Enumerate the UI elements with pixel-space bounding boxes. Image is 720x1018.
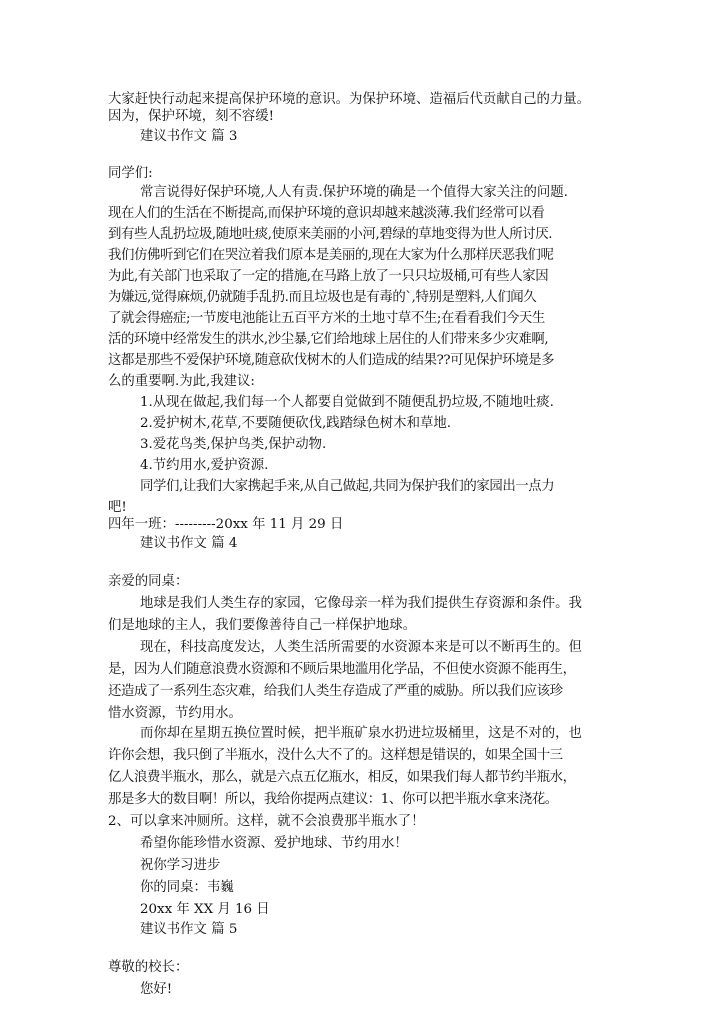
paragraph-line: 我们仿佛听到它们在哭泣着我们原本是美丽的,现在大家为什么那样厌恶我们呢 bbox=[108, 248, 554, 263]
greeting: 同学们: bbox=[108, 166, 153, 181]
paragraph-line: 同学们,让我们大家携起手来,从自己做起,共同为保护我们的家园出一点力 bbox=[140, 479, 555, 494]
signature-line: 你的同桌：韦巍 bbox=[140, 880, 234, 895]
paragraph-line: 常言说得好保护环境,人人有责.保护环境的确是一个值得大家关注的问题. bbox=[140, 185, 568, 200]
paragraph-line: 了就会得癌症;一节废电池能让五百平方米的土地寸草不生;在看看我们今天生 bbox=[108, 311, 545, 326]
paragraph-line: 还造成了一系列生态灾难，给我们人类生存造成了严重的威胁。所以我们应该珍 bbox=[108, 684, 563, 699]
paragraph-line: 那是多大的数目啊！所以，我给你提两点建议：1、你可以把半瓶水拿来浇花。 bbox=[108, 792, 558, 807]
paragraph-line: 地球是我们人类生存的家园，它像母亲一样为我们提供生存资源和条件。我 bbox=[140, 596, 582, 611]
paragraph-line: 这都是那些不爱保护环境,随意砍伐树木的人们造成的结果??可见保护环境是多 bbox=[108, 353, 555, 368]
paragraph-line: 许你会想，我只倒了半瓶水，没什么大不了的。这样想是错误的，如果全国十三 bbox=[108, 748, 563, 763]
paragraph-line: 是，因为人们随意浪费水资源和不顾后果地滥用化学品，不但使水资源不能再生， bbox=[108, 662, 576, 677]
paragraph-line: 亿人浪费半瓶水，那么，就是六点五亿瓶水，相反，如果我们每人都节约半瓶水， bbox=[108, 770, 576, 785]
list-item: 1.从现在做起,我们每一个人都要自觉做到不随便乱扔垃圾,不随地吐痰. bbox=[140, 395, 554, 410]
paragraph-line: 您好! bbox=[140, 982, 173, 997]
date-line: 20xx 年 XX 月 16 日 bbox=[140, 902, 270, 917]
paragraph-line: 而你却在星期五换位置时候，把半瓶矿泉水扔进垃圾桶里，这是不对的，也 bbox=[140, 726, 582, 741]
paragraph-line: 希望你能珍惜水资源、爱护地球、节约用水！ bbox=[140, 836, 408, 851]
paragraph-line: 大家赶快行动起来提高保护环境的意识。为保护环境、造福后代贡献自己的力量。 bbox=[108, 92, 591, 107]
section-heading-4: 建议书作文 篇 4 bbox=[140, 536, 238, 551]
paragraph-line: 为此,有关部门也采取了一定的措施,在马路上放了一只只垃圾桶,可有些人家因 bbox=[108, 269, 549, 284]
list-item: 4.节约用水,爱护资源. bbox=[140, 458, 269, 473]
paragraph-line: 活的环境中经常发生的洪水,沙尘暴,它们给地球上居住的人们带来多少灾难啊, bbox=[108, 332, 549, 347]
greeting: 亲爱的同桌： bbox=[108, 574, 189, 589]
section-heading-3: 建议书作文 篇 3 bbox=[140, 129, 238, 144]
signature-line: 四年一班：---------20xx 年 11 月 29 日 bbox=[108, 517, 344, 532]
paragraph-line: 为嫌远,觉得麻烦,仍就随手乱扔.而且垃圾也是有毒的`,特别是塑料,人们闻久 bbox=[108, 290, 537, 305]
paragraph-line: 惜水资源，节约用水。 bbox=[108, 706, 242, 721]
paragraph-line: 现在，科技高度发达，人类生活所需要的水资源本来是可以不断再生的。但 bbox=[140, 640, 582, 655]
paragraph-line: 们是地球的主人，我们要像善待自己一样保护地球。 bbox=[108, 618, 416, 633]
paragraph-line: 因为，保护环境，刻不容缓! bbox=[108, 109, 275, 124]
paragraph-line: 现在人们的生活在不断提高,而保护环境的意识却越来越淡薄.我们经常可以看 bbox=[108, 206, 545, 221]
paragraph-line: 么的重要啊.为此,我建议: bbox=[108, 374, 255, 389]
list-item: 3.爱花鸟类,保护鸟类,保护动物. bbox=[140, 437, 327, 452]
greeting: 尊敬的校长： bbox=[108, 960, 189, 975]
paragraph-line: 到有些人乱扔垃圾,随地吐痰,使原来美丽的小河,碧绿的草地变得为世人所讨厌. bbox=[108, 227, 553, 242]
paragraph-line: 吧! bbox=[108, 500, 127, 515]
closing-line: 祝你学习进步 bbox=[140, 858, 221, 873]
section-heading-5: 建议书作文 篇 5 bbox=[140, 922, 238, 937]
paragraph-line: 2、可以拿来冲厕所。这样，就不会浪费那半瓶水了！ bbox=[108, 814, 425, 829]
list-item: 2.爱护树木,花草,不要随便砍伐,践踏绿色树木和草地. bbox=[140, 416, 452, 431]
